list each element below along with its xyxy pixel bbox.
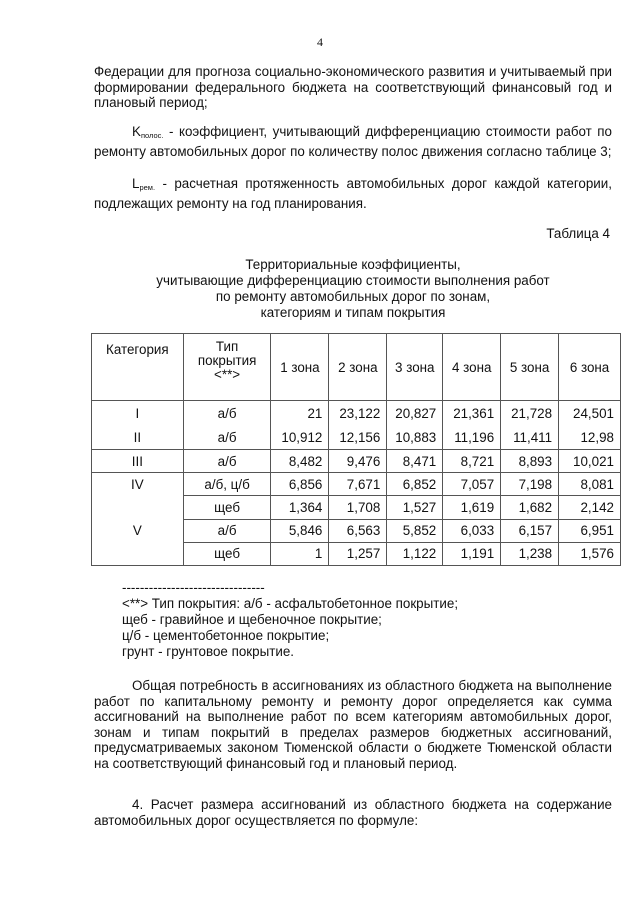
cell-value: 7,198 xyxy=(501,473,559,496)
cell-value: 6,157 xyxy=(501,519,559,542)
header-type xyxy=(183,334,271,401)
cell-value: 21,728 xyxy=(501,401,559,426)
cell-value: 6,563 xyxy=(329,519,387,542)
header-zone-5: 5 зона xyxy=(501,334,559,401)
k-definition xyxy=(94,124,612,159)
cell-value: 20,827 xyxy=(387,401,443,426)
general-paragraph xyxy=(94,678,612,772)
cell-value: 12,98 xyxy=(559,425,621,450)
header-zone-2: 2 зона xyxy=(329,334,387,401)
cell-value: 6,856 xyxy=(271,473,329,496)
table-title-line: учитывающие дифференциацию стоимости выполнения работ xyxy=(156,273,550,288)
note-line: грунт - грунтовое покрытие. xyxy=(122,644,294,659)
cell-value: 8,081 xyxy=(559,473,621,496)
table-title-line: по ремонту автомобильных дорог по зонам, xyxy=(215,289,491,304)
cell-type: а/б xyxy=(183,401,271,426)
cell-category: IV xyxy=(131,477,144,492)
l-definition-text: - расчетная протяженность автомобильных дорог каждой категории, подлежащих ремонту на год планирования. xyxy=(94,176,612,211)
cell-value: 8,893 xyxy=(501,450,559,473)
cell-value: 1 xyxy=(271,542,329,565)
table-row xyxy=(92,473,621,496)
coefficients-table xyxy=(91,333,621,566)
cell-value: 21,361 xyxy=(443,401,501,426)
cell-value: 10,021 xyxy=(559,450,621,473)
cell-value: 8,482 xyxy=(271,450,329,473)
l-definition xyxy=(94,176,612,211)
cell-value: 9,476 xyxy=(329,450,387,473)
general-text: Общая потребность в ассигнованиях из областного бюджета на выполнение работ по капитальному ремонту и ремонту дорог определяется как сумма ассигнований на выполнение работ по всем категориям автомобильных дорог, зонам и типам покрытий в пределах размеров бюджетных ассигнований, предусматриваемых законом Тюменской области о бюджете Тюменской области на соответствующий финансовый год и плановый период. xyxy=(94,678,612,771)
cell-value: 23,122 xyxy=(329,401,387,426)
table-row xyxy=(92,401,621,426)
cell-value: 21 xyxy=(271,401,329,426)
cell-value: 1,682 xyxy=(501,496,559,519)
k-symbol: K xyxy=(132,124,141,139)
cell-value: 7,057 xyxy=(443,473,501,496)
cell-category-group xyxy=(92,473,184,566)
cell-value: 2,142 xyxy=(559,496,621,519)
cell-value: 1,619 xyxy=(443,496,501,519)
header-category: Категория xyxy=(92,334,184,401)
cell-value: 5,852 xyxy=(387,519,443,542)
table-title-line: Территориальные коэффициенты, xyxy=(245,257,461,272)
cell-value: 7,671 xyxy=(329,473,387,496)
cell-value: 8,721 xyxy=(443,450,501,473)
cell-value: 1,122 xyxy=(387,542,443,565)
table-header-row xyxy=(92,334,621,401)
cell-category xyxy=(92,542,183,565)
notes-separator: -------------------------------- xyxy=(122,580,265,595)
section-4-paragraph xyxy=(94,797,612,828)
cell-category: I xyxy=(92,401,184,426)
table-title-line: категориям и типам покрытия xyxy=(260,305,446,320)
cell-value: 1,257 xyxy=(329,542,387,565)
note-line: <**> Тип покрытия: а/б - асфальтобетонное покрытие; xyxy=(122,596,459,611)
cell-value: 6,852 xyxy=(387,473,443,496)
cell-category: II xyxy=(92,425,184,450)
cell-value: 1,527 xyxy=(387,496,443,519)
cell-type: а/б xyxy=(183,425,271,450)
note-line: ц/б - цементобетонное покрытие; xyxy=(122,628,330,643)
cell-value: 12,156 xyxy=(329,425,387,450)
cell-value: 10,883 xyxy=(387,425,443,450)
cell-type: а/б, ц/б xyxy=(183,473,271,496)
section-4-text: 4. Расчет размера ассигнований из областного бюджета на содержание автомобильных дорог осуществляется по формуле: xyxy=(94,797,612,828)
header-zone-6: 6 зона xyxy=(559,334,621,401)
intro-text: Федерации для прогноза социально-экономического развития и учитываемый при формировании федерального бюджета на соответствующий финансовый год и плановый период; xyxy=(94,64,612,111)
cell-type: щеб xyxy=(183,496,271,519)
cell-category xyxy=(92,496,183,519)
cell-type: а/б xyxy=(183,519,271,542)
cell-category: V xyxy=(132,523,142,538)
cell-value: 1,708 xyxy=(329,496,387,519)
cell-value: 6,033 xyxy=(443,519,501,542)
table-label: Таблица 4 xyxy=(546,226,610,241)
header-zone-1: 1 зона xyxy=(271,334,329,401)
cell-type: щеб xyxy=(183,542,271,565)
cell-value: 8,471 xyxy=(387,450,443,473)
cell-value: 24,501 xyxy=(559,401,621,426)
k-definition-text: - коэффициент, учитывающий дифференциацию стоимости работ по ремонту автомобильных дорог по количеству полос движения согласно таблице 3; xyxy=(94,124,612,159)
cell-value: 10,912 xyxy=(271,425,329,450)
cell-value: 1,238 xyxy=(501,542,559,565)
l-symbol: L xyxy=(132,176,140,191)
page-number: 4 xyxy=(317,35,323,49)
intro-paragraph xyxy=(94,64,612,111)
note-line: щеб - гравийное и щебеночное покрытие; xyxy=(122,612,382,627)
cell-value: 1,576 xyxy=(559,542,621,565)
table-row xyxy=(92,450,621,473)
cell-value: 11,411 xyxy=(501,425,559,450)
header-zone-3: 3 зона xyxy=(387,334,443,401)
cell-category: III xyxy=(92,450,184,473)
header-type-text: Тип покрытия <**> xyxy=(197,339,257,382)
table-notes xyxy=(122,580,458,660)
cell-value: 11,196 xyxy=(443,425,501,450)
cell-value: 1,191 xyxy=(443,542,501,565)
k-subscript: полос. xyxy=(140,131,164,140)
table-row xyxy=(92,425,621,450)
l-subscript: рем. xyxy=(139,183,156,192)
cell-value: 1,364 xyxy=(271,496,329,519)
header-zone-4: 4 зона xyxy=(443,334,501,401)
cell-type: а/б xyxy=(183,450,271,473)
cell-value: 6,951 xyxy=(559,519,621,542)
table-title xyxy=(94,257,612,321)
cell-value: 5,846 xyxy=(271,519,329,542)
